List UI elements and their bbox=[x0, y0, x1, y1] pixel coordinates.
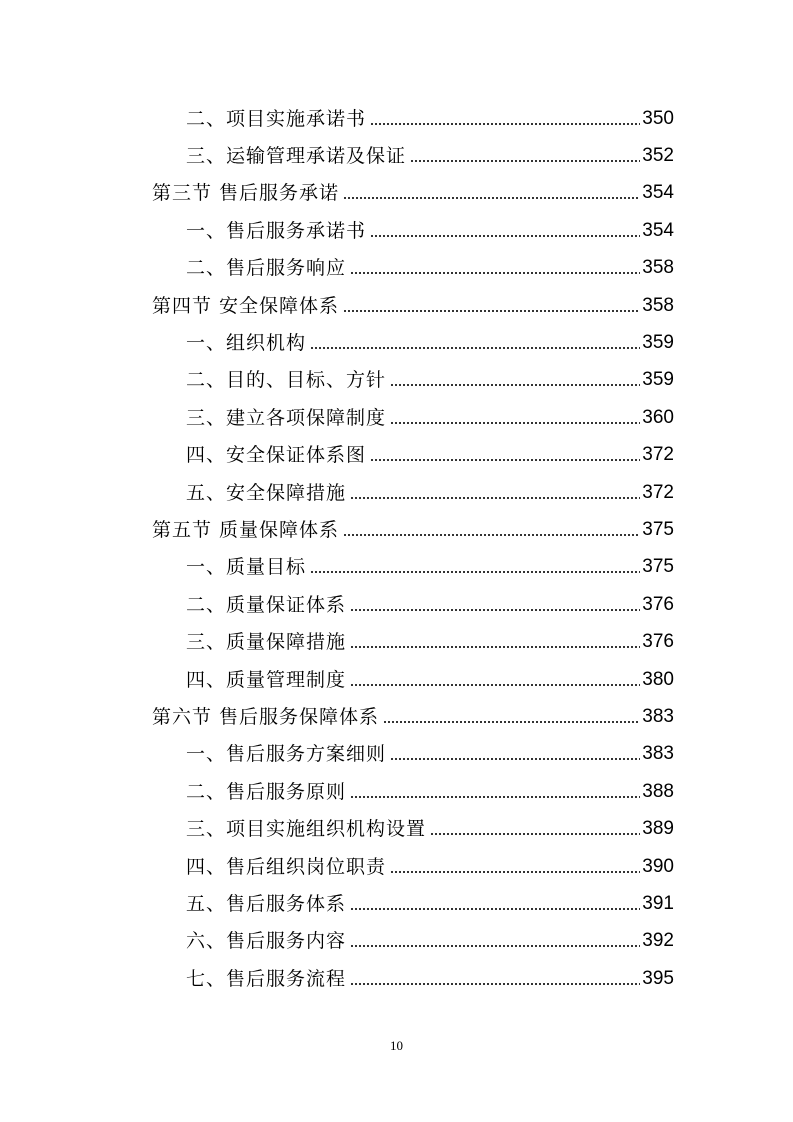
dot-leader bbox=[390, 422, 640, 424]
toc-entry-page-number: 354 bbox=[642, 219, 674, 241]
dot-leader bbox=[350, 684, 640, 686]
dot-leader bbox=[350, 609, 640, 611]
toc-entry-page-number: 375 bbox=[642, 556, 674, 578]
toc-entry-page-number: 375 bbox=[642, 518, 674, 540]
dot-leader bbox=[370, 123, 640, 125]
toc-entry-title: 四、质量管理制度 bbox=[186, 668, 347, 691]
toc-entry-title: 二、售后服务原则 bbox=[186, 780, 347, 803]
toc-section-entry[interactable] bbox=[152, 287, 674, 324]
toc-entry-page-number: 383 bbox=[642, 743, 674, 765]
toc-entry-page-number: 350 bbox=[642, 107, 674, 129]
toc-subsection-entry[interactable] bbox=[186, 362, 674, 399]
dot-leader bbox=[350, 796, 640, 798]
toc-entry-title: 一、售后服务承诺书 bbox=[186, 219, 367, 242]
toc-subsection-entry[interactable] bbox=[186, 137, 674, 174]
dot-leader bbox=[370, 235, 640, 237]
toc-entry-page-number: 390 bbox=[642, 855, 674, 877]
toc-entry-page-number: 372 bbox=[642, 444, 674, 466]
toc-entry-title: 二、项目实施承诺书 bbox=[186, 107, 367, 130]
toc-entry-page-number: 388 bbox=[642, 780, 674, 802]
toc-subsection-entry[interactable] bbox=[186, 549, 674, 586]
dot-leader bbox=[343, 197, 640, 199]
toc-entry-title: 四、售后组织岗位职责 bbox=[186, 855, 387, 878]
toc-entry-page-number: 359 bbox=[642, 332, 674, 354]
toc-entry-page-number: 354 bbox=[642, 182, 674, 204]
toc-subsection-entry[interactable] bbox=[186, 623, 674, 660]
toc-entry-page-number: 376 bbox=[642, 631, 674, 653]
toc-entry-title: 一、售后服务方案细则 bbox=[186, 743, 387, 766]
dot-leader bbox=[350, 646, 640, 648]
toc-entry-title: 三、运输管理承诺及保证 bbox=[186, 145, 407, 168]
dot-leader bbox=[390, 871, 640, 873]
toc-subsection-entry[interactable] bbox=[186, 474, 674, 511]
toc-entry-title: 二、质量保证体系 bbox=[186, 593, 347, 616]
toc-entry-title: 第三节 售后服务承诺 bbox=[152, 182, 340, 205]
toc-entry-title: 三、质量保障措施 bbox=[186, 631, 347, 654]
toc-entry-page-number: 360 bbox=[642, 406, 674, 428]
toc-entry-title: 一、组织机构 bbox=[186, 332, 307, 355]
dot-leader bbox=[350, 272, 640, 274]
dot-leader bbox=[310, 347, 640, 349]
toc-subsection-entry[interactable] bbox=[186, 960, 674, 997]
table-of-contents bbox=[0, 100, 793, 997]
toc-subsection-entry[interactable] bbox=[186, 923, 674, 960]
toc-entry-title: 二、目的、目标、方针 bbox=[186, 369, 387, 392]
toc-entry-page-number: 358 bbox=[642, 294, 674, 316]
toc-entry-title: 四、安全保证体系图 bbox=[186, 444, 367, 467]
toc-entry-title: 第五节 质量保障体系 bbox=[152, 518, 340, 541]
toc-subsection-entry[interactable] bbox=[186, 848, 674, 885]
toc-subsection-entry[interactable] bbox=[186, 437, 674, 474]
page-number: 10 bbox=[390, 1038, 403, 1053]
toc-entry-page-number: 359 bbox=[642, 369, 674, 391]
toc-subsection-entry[interactable] bbox=[186, 885, 674, 922]
toc-entry-page-number: 376 bbox=[642, 593, 674, 615]
dot-leader bbox=[310, 571, 640, 573]
toc-entry-page-number: 352 bbox=[642, 145, 674, 167]
toc-subsection-entry[interactable] bbox=[186, 586, 674, 623]
toc-entry-page-number: 395 bbox=[642, 967, 674, 989]
toc-entry-page-number: 391 bbox=[642, 892, 674, 914]
toc-subsection-entry[interactable] bbox=[186, 100, 674, 137]
toc-section-entry[interactable] bbox=[152, 175, 674, 212]
toc-subsection-entry[interactable] bbox=[186, 324, 674, 361]
toc-entry-page-number: 383 bbox=[642, 705, 674, 727]
dot-leader bbox=[370, 459, 640, 461]
toc-entry-title: 五、安全保障措施 bbox=[186, 481, 347, 504]
toc-entry-title: 第四节 安全保障体系 bbox=[152, 294, 340, 317]
toc-section-entry[interactable] bbox=[152, 511, 674, 548]
toc-section-entry[interactable] bbox=[152, 698, 674, 735]
dot-leader bbox=[390, 384, 640, 386]
toc-subsection-entry[interactable] bbox=[186, 250, 674, 287]
toc-subsection-entry[interactable] bbox=[186, 399, 674, 436]
toc-entry-title: 二、售后服务响应 bbox=[186, 257, 347, 280]
dot-leader bbox=[343, 310, 640, 312]
dot-leader bbox=[350, 983, 640, 985]
dot-leader bbox=[350, 497, 640, 499]
toc-entry-title: 三、项目实施组织机构设置 bbox=[186, 818, 427, 841]
toc-entry-page-number: 380 bbox=[642, 668, 674, 690]
toc-entry-title: 五、售后服务体系 bbox=[186, 892, 347, 915]
toc-entry-title: 第六节 售后服务保障体系 bbox=[152, 705, 380, 728]
toc-entry-page-number: 372 bbox=[642, 481, 674, 503]
toc-entry-title: 六、售后服务内容 bbox=[186, 930, 347, 953]
toc-subsection-entry[interactable] bbox=[186, 773, 674, 810]
toc-entry-title: 三、建立各项保障制度 bbox=[186, 406, 387, 429]
toc-entry-page-number: 392 bbox=[642, 930, 674, 952]
dot-leader bbox=[350, 908, 640, 910]
toc-entry-title: 七、售后服务流程 bbox=[186, 967, 347, 990]
toc-entry-title: 一、质量目标 bbox=[186, 556, 307, 579]
toc-subsection-entry[interactable] bbox=[186, 736, 674, 773]
dot-leader bbox=[390, 758, 640, 760]
toc-subsection-entry[interactable] bbox=[186, 212, 674, 249]
dot-leader bbox=[410, 160, 640, 162]
dot-leader bbox=[350, 945, 640, 947]
dot-leader bbox=[430, 833, 640, 835]
toc-entry-page-number: 358 bbox=[642, 257, 674, 279]
dot-leader bbox=[343, 534, 640, 536]
toc-entry-page-number: 389 bbox=[642, 818, 674, 840]
dot-leader bbox=[383, 721, 640, 723]
toc-subsection-entry[interactable] bbox=[186, 661, 674, 698]
toc-subsection-entry[interactable] bbox=[186, 810, 674, 847]
